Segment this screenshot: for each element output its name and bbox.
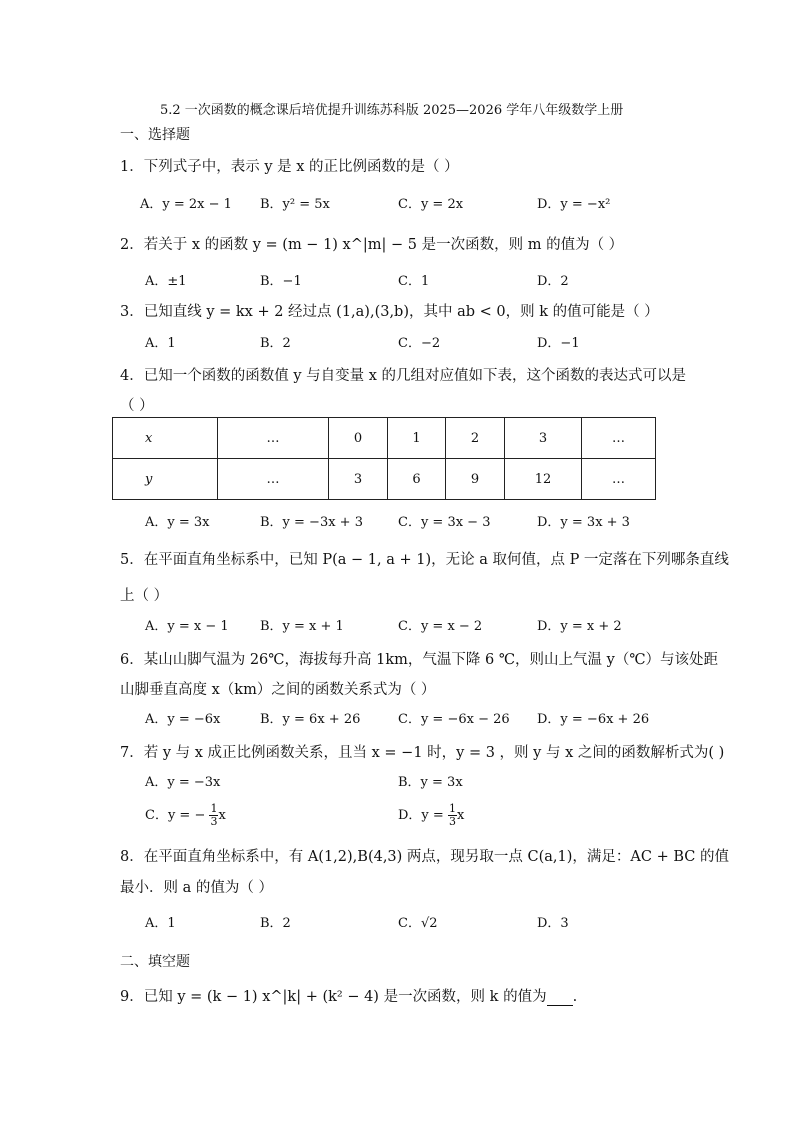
question-4-cont: （ ） (120, 398, 154, 414)
table-cell: x (113, 418, 218, 459)
q8-option-a: A．1 (145, 916, 176, 931)
table-row (113, 459, 656, 500)
question-4: 4．已知一个函数的函数值 y 与自变量 x 的几组对应值如下表，这个函数的表达式可以是 (120, 368, 687, 384)
question-8: 8．在平面直角坐标系中，有 A(1,2),B(4,3) 两点，现另取一点 C(a,1)，满足：AC + BC 的值 (120, 849, 729, 865)
question-5: 5．在平面直角坐标系中，已知 P(a − 1, a + 1)，无论 a 取何值，点 P 一定落在下列哪条直线 (120, 552, 729, 568)
q2-option-c: C．1 (398, 274, 430, 289)
q2-option-d: D．2 (537, 274, 569, 289)
q6-option-c: C．y = −6x − 26 (398, 712, 510, 727)
q6-option-b: B．y = 6x + 26 (260, 712, 361, 727)
q4-option-d: D．y = 3x + 3 (537, 515, 630, 530)
fraction (448, 803, 457, 828)
q5-option-d: D．y = x + 2 (537, 619, 622, 634)
table-cell: 3 (505, 418, 582, 459)
table-cell: 12 (505, 459, 582, 500)
q6-option-a: A．y = −6x (145, 712, 221, 727)
question-2: 2．若关于 x 的函数 y = (m − 1) x^|m| − 5 是一次函数，则 m 的值为（ ） (120, 237, 624, 253)
q3-option-d: D．−1 (537, 336, 580, 351)
q3-option-c: C．−2 (398, 336, 441, 351)
question-5-cont: 上（ ） (120, 588, 169, 604)
answer-blank[interactable] (547, 991, 573, 1006)
question-9 (120, 985, 577, 1006)
table-cell: 3 (329, 459, 388, 500)
question-1: 1．下列式子中，表示 y 是 x 的正比例函数的是（ ） (120, 159, 459, 175)
q4-option-c: C．y = 3x − 3 (398, 515, 491, 530)
fraction-variable: x (456, 808, 465, 823)
table-cell: … (582, 459, 656, 500)
table-cell: … (218, 459, 329, 500)
q4-option-b: B．y = −3x + 3 (260, 515, 363, 530)
question-6-cont: 山脚垂直高度 x（km）之间的函数关系式为（ ） (120, 682, 436, 698)
fraction-denominator: 3 (210, 815, 218, 828)
q2-option-a: A．±1 (145, 274, 187, 289)
question-6: 6．某山山脚气温为 26℃，海拔每升高 1km，气温下降 6 ℃，则山上气温 y（℃）与该处距 (120, 652, 719, 668)
fraction-numerator: 1 (448, 802, 456, 815)
q8-option-d: D．3 (537, 916, 569, 931)
q3-option-b: B．2 (260, 336, 291, 351)
q8-option-b: B．2 (260, 916, 291, 931)
values-table (112, 417, 656, 500)
page-title: 5.2 一次函数的概念课后培优提升训练苏科版 2025—2026 学年八年级数学上册 (160, 103, 624, 118)
q7-option-a: A．y = −3x (145, 775, 221, 790)
question-9-text: 9．已知 y = (k − 1) x^|k| + (k² − 4) 是一次函数，则 k 的值为 (120, 989, 547, 1005)
q6-option-d: D．y = −6x + 26 (537, 712, 650, 727)
q7-option-b: B．y = 3x (398, 775, 463, 790)
fraction-denominator: 3 (448, 815, 456, 828)
table-cell: 6 (388, 459, 446, 500)
table-cell: 9 (446, 459, 505, 500)
q7-option-c-prefix: C．y = − (145, 808, 206, 823)
q2-option-b: B．−1 (260, 274, 302, 289)
question-3: 3．已知直线 y = kx + 2 经过点 (1,a),(3,b)，其中 ab < 0，则 k 的值可能是（ ） (120, 304, 659, 320)
table-cell: … (218, 418, 329, 459)
q4-option-a: A．y = 3x (145, 515, 210, 530)
q5-option-c: C．y = x − 2 (398, 619, 483, 634)
q5-option-a: A．y = x − 1 (145, 619, 229, 634)
table-cell: 1 (388, 418, 446, 459)
table-cell: y (113, 459, 218, 500)
q1-option-c: C．y = 2x (398, 197, 464, 212)
section-fill: 二、填空题 (120, 954, 190, 970)
table-cell: 2 (446, 418, 505, 459)
fraction-numerator: 1 (210, 802, 218, 815)
q8-option-c: C．√2 (398, 916, 438, 931)
q1-option-b: B．y² = 5x (260, 197, 330, 212)
table-cell: … (582, 418, 656, 459)
q3-option-a: A．1 (145, 336, 176, 351)
q7-option-c (145, 803, 226, 828)
question-8-cont: 最小．则 a 的值为（ ） (120, 880, 273, 896)
section-choice: 一、选择题 (120, 127, 190, 143)
q1-option-a: A．y = 2x − 1 (140, 197, 232, 212)
fraction-variable: x (218, 808, 226, 823)
q7-option-d-prefix: D．y = (398, 808, 448, 823)
table-row (113, 418, 656, 459)
question-9-end: . (572, 989, 578, 1005)
question-7: 7．若 y 与 x 成正比例函数关系，且当 x = −1 时，y = 3 ，则 y 与 x 之间的函数解析式为( ) (120, 745, 725, 761)
q7-option-d (398, 803, 464, 828)
q1-option-d: D．y = −x² (537, 197, 611, 212)
q5-option-b: B．y = x + 1 (260, 619, 344, 634)
table-cell: 0 (329, 418, 388, 459)
